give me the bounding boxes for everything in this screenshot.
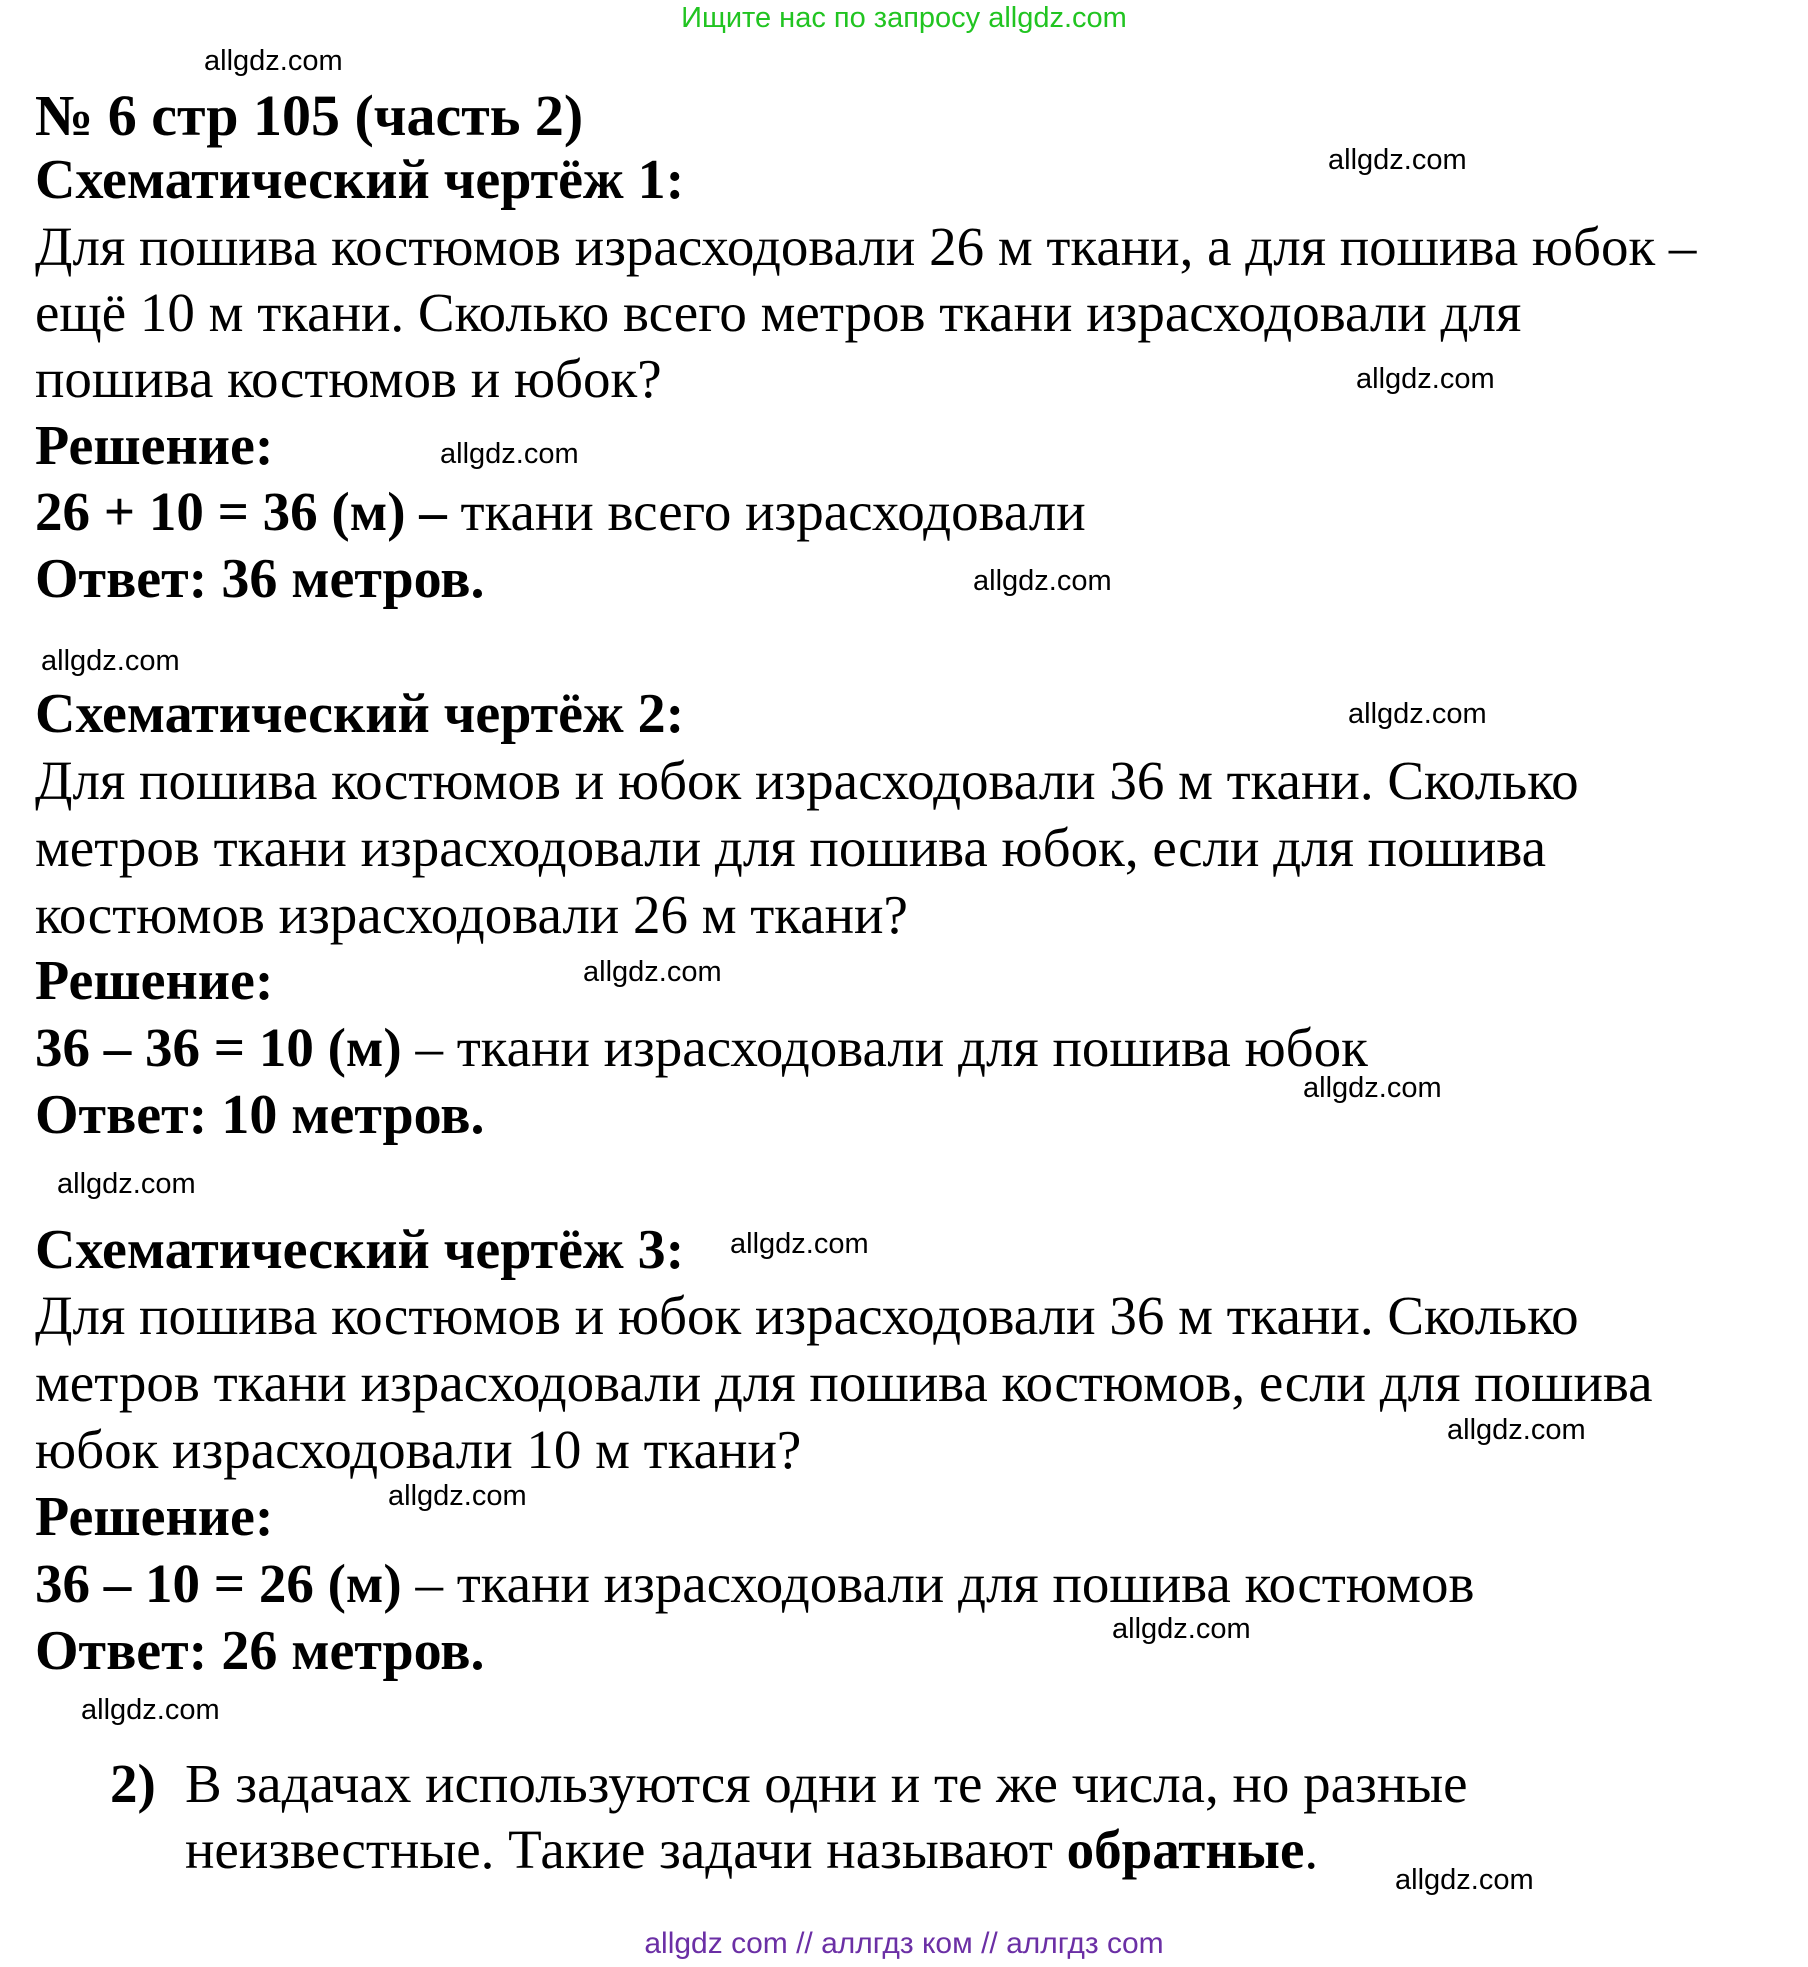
watermark: allgdz.com <box>81 1694 220 1726</box>
watermark: allgdz.com <box>1356 363 1495 395</box>
section-1-line-3: пошива костюмов и юбок? <box>35 348 662 409</box>
top-banner[interactable]: Ищите нас по запросу allgdz.com <box>681 2 1127 34</box>
footer-links[interactable]: allgdz com // аллгдз ком // аллгдз com <box>644 1927 1164 1960</box>
watermark: allgdz.com <box>730 1228 869 1260</box>
section-2-line-1: Для пошива костюмов и юбок израсходовали 36 м ткани. Сколько <box>35 750 1579 811</box>
watermark: allgdz.com <box>1395 1864 1534 1896</box>
watermark: allgdz.com <box>1112 1613 1251 1645</box>
watermark: allgdz.com <box>1447 1414 1586 1446</box>
section-1-line-2: ещё 10 м ткани. Сколько всего метров ткани израсходовали для <box>35 282 1522 343</box>
watermark: allgdz.com <box>204 45 343 77</box>
section-1-heading: Схематический чертёж 1: <box>35 149 685 211</box>
section-3-line-3: юбок израсходовали 10 м ткани? <box>35 1419 802 1480</box>
section-1-line-1: Для пошива костюмов израсходовали 26 м ткани, а для пошива юбок – <box>35 216 1697 277</box>
watermark: allgdz.com <box>1328 144 1467 176</box>
section-3-heading: Схематический чертёж 3: <box>35 1219 685 1281</box>
section-2-solution-label: Решение: <box>35 950 274 1012</box>
page-title: № 6 стр 105 (часть 2) <box>35 83 584 148</box>
section-1-equation: 26 + 10 = 36 (м) – <box>35 481 447 542</box>
watermark: allgdz.com <box>973 565 1112 597</box>
watermark: allgdz.com <box>440 438 579 470</box>
section-1-solution-label: Решение: <box>35 415 274 477</box>
conclusion-line-1: В задачах используются одни и те же числа, но разные <box>185 1753 1468 1814</box>
section-3-equation: 36 – 10 = 26 (м) <box>35 1553 402 1614</box>
section-3-line-2: метров ткани израсходовали для пошива костюмов, если для пошива <box>35 1352 1653 1413</box>
section-2-line-2: метров ткани израсходовали для пошива юбок, если для пошива <box>35 817 1546 878</box>
conclusion-number: 2) <box>110 1753 156 1814</box>
watermark: allgdz.com <box>1303 1072 1442 1104</box>
section-3-solution-label: Решение: <box>35 1486 274 1548</box>
section-2-solution <box>35 1016 1368 1079</box>
section-1-answer: Ответ: 36 метров. <box>35 548 485 610</box>
section-2-answer: Ответ: 10 метров. <box>35 1084 485 1146</box>
section-2-line-3: костюмов израсходовали 26 м ткани? <box>35 884 908 945</box>
conclusion-line-2-text: неизвестные. Такие задачи называют <box>185 1819 1067 1880</box>
section-2-equation-text: – ткани израсходовали для пошива юбок <box>401 1017 1368 1078</box>
section-3-solution <box>35 1552 1474 1615</box>
watermark: allgdz.com <box>388 1480 527 1512</box>
section-3-answer: Ответ: 26 метров. <box>35 1620 485 1682</box>
conclusion-keyword: обратные <box>1066 1819 1305 1880</box>
section-2-equation: 36 – 36 = 10 (м) <box>35 1017 402 1078</box>
section-1-equation-text: ткани всего израсходовали <box>446 481 1086 542</box>
section-3-line-1: Для пошива костюмов и юбок израсходовали 36 м ткани. Сколько <box>35 1285 1579 1346</box>
watermark: allgdz.com <box>583 956 722 988</box>
section-2-heading: Схематический чертёж 2: <box>35 683 685 745</box>
watermark: allgdz.com <box>1348 698 1487 730</box>
section-3-equation-text: – ткани израсходовали для пошива костюмов <box>401 1553 1475 1614</box>
watermark: allgdz.com <box>41 645 180 677</box>
section-1-solution <box>35 480 1086 543</box>
conclusion-line-2-end: . <box>1304 1819 1319 1880</box>
watermark: allgdz.com <box>57 1168 196 1200</box>
conclusion-line-2 <box>185 1818 1318 1881</box>
